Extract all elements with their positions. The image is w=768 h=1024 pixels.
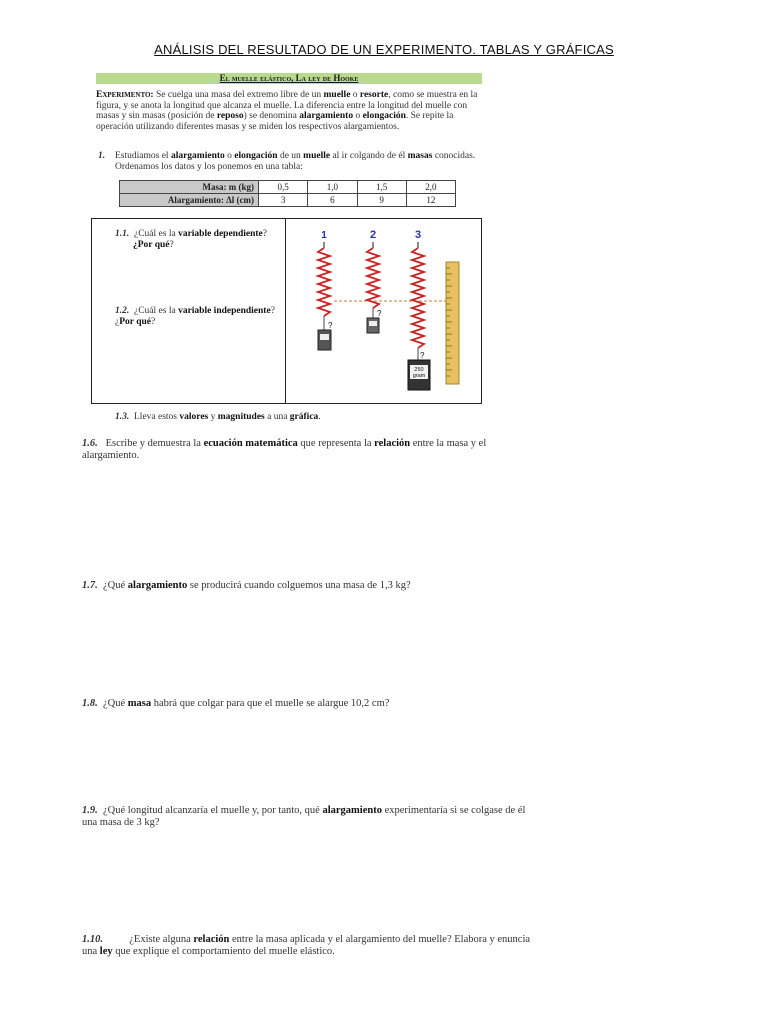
question-1-9: 1.9. ¿Qué longitud alcanzaría el muelle y, por tanto, qué alargamiento experimentaría si se colgase de él una masa de 3 kg? — [82, 805, 526, 828]
table-cell: 2,0 — [406, 181, 455, 194]
question-1-7: 1.7. ¿Qué alargamiento se producirá cuando colguemos una masa de 1,3 kg? — [82, 580, 411, 591]
intro-paragraph: Experimento: Se cuelga una masa del extremo libre de un muelle o resorte, como se muestra en la figura, y se anota la longitud que alcanza el muelle. La diferencia entre la longitud del muelle con masas y sin masas (posición de reposo) se denomina alargamiento o elongación. Se repite la operación utilizando diferentes masas y se miden los respectivos alargamientos. — [96, 90, 478, 132]
step-1-number: 1. — [98, 151, 106, 161]
question-1-1: 1.1. ¿Cuál es la variable dependiente? ¿Por qué? — [115, 229, 267, 250]
spring-1 — [318, 242, 331, 350]
ruler — [446, 262, 459, 384]
question-1-3: 1.3. Lleva estos valores y magnitudes a una gráfica. — [115, 412, 321, 422]
table-row-elongation — [120, 194, 456, 207]
data-table — [119, 180, 456, 207]
mark-q-2: ? — [377, 309, 382, 318]
question-1-6: 1.6. Escribe y demuestra la ecuación matemática que representa la relación entre la masa y el alargamiento. — [82, 438, 487, 461]
table-cell: 12 — [406, 194, 455, 207]
spring-figure — [290, 222, 476, 398]
intro-label: Experimento: — [96, 90, 154, 100]
weight-3-label-2: gram — [412, 373, 426, 379]
spring-3 — [408, 242, 430, 390]
spring-label-3: 3 — [414, 229, 422, 241]
table-cell: 1,0 — [308, 181, 357, 194]
table-cell: 1,5 — [357, 181, 406, 194]
mark-q-3: ? — [420, 351, 425, 360]
table-cell: 6 — [308, 194, 357, 207]
weight-3-label-1: 250 — [414, 367, 424, 373]
table-cell: 0,5 — [259, 181, 308, 194]
section-banner: El muelle elástico, La ley de Hooke — [96, 73, 482, 84]
spring-2 — [367, 242, 379, 333]
box-divider — [285, 218, 286, 404]
page-title: ANÁLISIS DEL RESULTADO DE UN EXPERIMENTO. TABLAS Y GRÁFICAS — [154, 42, 614, 57]
spring-label-1: 1 — [321, 230, 327, 241]
elongation-header: Alargamiento: Δl (cm) — [120, 194, 259, 207]
question-1-10: 1.10. ¿Existe alguna relación entre la masa aplicada y el alargamiento del muelle? Elabora y enuncia una ley que explique el comportamiento del muelle elástico. — [82, 934, 531, 957]
table-row-mass — [120, 181, 456, 194]
spring-label-2: 2 — [369, 229, 377, 241]
question-1-2: 1.2. ¿Cuál es la variable independiente? ¿Por qué? — [115, 306, 275, 327]
table-cell: 9 — [357, 194, 406, 207]
question-1-8: 1.8. ¿Qué masa habrá que colgar para que el muelle se alargue 10,2 cm? — [82, 698, 390, 709]
step-1-text: Estudiamos el alargamiento o elongación de un muelle al ir colgando de él masas conocidas. Ordenamos los datos y los ponemos en una tabla: — [115, 151, 476, 172]
mark-q-1: ? — [328, 321, 333, 330]
mass-header: Masa: m (kg) — [120, 181, 259, 194]
table-cell: 3 — [259, 194, 308, 207]
